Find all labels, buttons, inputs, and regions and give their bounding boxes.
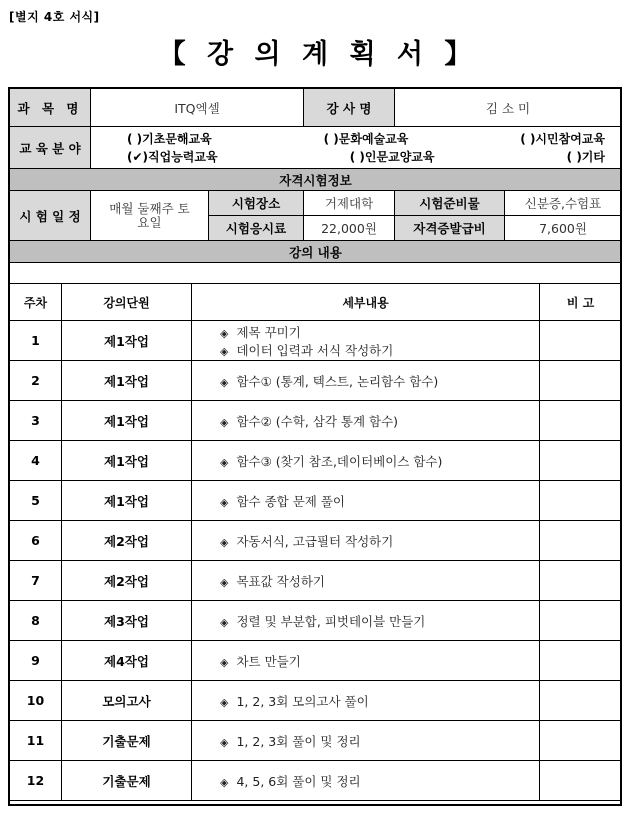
table-row	[10, 721, 622, 761]
detail-line	[220, 612, 539, 630]
exam-date-label: 시 험 일 정	[10, 191, 91, 241]
cert-fee-value: 7,600원	[505, 216, 622, 241]
detail-line	[220, 692, 539, 710]
detail-line	[220, 532, 539, 550]
detail-text: 1, 2, 3회 모의고사 풀이	[236, 693, 369, 709]
lecture-unit: 제1작업	[62, 441, 192, 481]
diamond-bullet-icon: ◈	[220, 695, 229, 709]
table-row	[10, 321, 622, 361]
week-number: 8	[10, 601, 62, 641]
table-row	[10, 761, 622, 801]
detail-line	[220, 341, 539, 359]
category-label: 교 육 분 야	[10, 127, 91, 169]
week-number: 1	[10, 321, 62, 361]
category-option[interactable]: ( )기타	[566, 149, 605, 164]
cert-fee-label: 자격증발급비	[395, 216, 505, 241]
exam-prep-value: 신분증,수험표	[505, 191, 622, 216]
lecture-details	[192, 441, 540, 481]
exam-fee-value: 22,000원	[304, 216, 395, 241]
detail-line	[220, 412, 539, 430]
detail-line	[220, 452, 539, 470]
category-row-2	[91, 148, 621, 166]
lecture-note	[540, 521, 622, 561]
table-row	[10, 521, 622, 561]
detail-text: 함수② (수학, 삼각 통계 함수)	[236, 413, 399, 429]
lecture-details	[192, 641, 540, 681]
lecture-note	[540, 561, 622, 601]
lecture-header: 강의 내용	[10, 241, 622, 263]
week-number: 4	[10, 441, 62, 481]
lecture-note	[540, 321, 622, 361]
lecture-details	[192, 401, 540, 441]
detail-line	[220, 652, 539, 670]
subject-value: ITQ엑셀	[91, 89, 304, 127]
detail-line	[220, 492, 539, 510]
week-number: 6	[10, 521, 62, 561]
lecture-unit: 제2작업	[62, 561, 192, 601]
lecture-details	[192, 761, 540, 801]
lecture-unit: 제1작업	[62, 361, 192, 401]
detail-text: 목표값 작성하기	[236, 573, 325, 589]
diamond-bullet-icon: ◈	[220, 455, 229, 469]
detail-text: 함수 종합 문제 풀이	[236, 493, 345, 509]
lecture-unit: 제1작업	[62, 321, 192, 361]
lecture-unit: 기출문제	[62, 761, 192, 801]
detail-line	[220, 372, 539, 390]
lecture-unit: 기출문제	[62, 721, 192, 761]
week-number: 5	[10, 481, 62, 521]
lecture-note	[540, 361, 622, 401]
column-header-unit: 강의단원	[62, 284, 192, 321]
diamond-bullet-icon: ◈	[220, 344, 229, 358]
detail-text: 제목 꾸미기	[236, 324, 301, 340]
category-option[interactable]: ( )시민참여교육	[520, 131, 605, 146]
category-option[interactable]: (✔)직업능력교육	[127, 149, 218, 164]
info-table	[9, 88, 622, 263]
lecture-details	[192, 521, 540, 561]
subject-label: 과 목 명	[10, 89, 91, 127]
exam-info-header: 자격시험정보	[10, 169, 622, 191]
lecture-details	[192, 681, 540, 721]
table-row	[10, 441, 622, 481]
week-number: 9	[10, 641, 62, 681]
detail-text: 1, 2, 3회 풀이 및 정리	[236, 733, 361, 749]
lecture-unit: 제1작업	[62, 401, 192, 441]
detail-text: 함수① (통계, 텍스트, 논리함수 함수)	[236, 373, 439, 389]
column-header-details: 세부내용	[192, 284, 540, 321]
diamond-bullet-icon: ◈	[220, 495, 229, 509]
lecture-note	[540, 681, 622, 721]
detail-text: 차트 만들기	[236, 653, 301, 669]
table-row	[10, 561, 622, 601]
detail-text: 데이터 입력과 서식 작성하기	[236, 342, 394, 358]
lecture-details	[192, 561, 540, 601]
diamond-bullet-icon: ◈	[220, 415, 229, 429]
table-row	[10, 481, 622, 521]
lecture-details	[192, 481, 540, 521]
detail-line	[220, 732, 539, 750]
exam-place-value: 거제대학	[304, 191, 395, 216]
instructor-value: 김 소 미	[395, 89, 622, 127]
lecture-note	[540, 481, 622, 521]
lecture-note	[540, 401, 622, 441]
diamond-bullet-icon: ◈	[220, 535, 229, 549]
lecture-details	[192, 321, 540, 361]
diamond-bullet-icon: ◈	[220, 575, 229, 589]
diamond-bullet-icon: ◈	[220, 375, 229, 389]
lecture-rows	[10, 321, 622, 801]
exam-place-label: 시험장소	[209, 191, 304, 216]
week-number: 10	[10, 681, 62, 721]
diamond-bullet-icon: ◈	[220, 326, 229, 340]
lecture-unit: 모의고사	[62, 681, 192, 721]
lecture-note	[540, 601, 622, 641]
table-row	[10, 401, 622, 441]
lecture-note	[540, 761, 622, 801]
page-title: 【 강 의 계 획 서 】	[158, 39, 478, 70]
category-options	[91, 127, 622, 169]
lecture-note	[540, 721, 622, 761]
week-number: 2	[10, 361, 62, 401]
lecture-unit: 제3작업	[62, 601, 192, 641]
table-row	[10, 361, 622, 401]
table-row	[10, 681, 622, 721]
category-option[interactable]: ( )기초문해교육	[127, 131, 212, 146]
lecture-details	[192, 721, 540, 761]
table-row	[10, 601, 622, 641]
detail-text: 4, 5, 6회 풀이 및 정리	[236, 773, 361, 789]
diamond-bullet-icon: ◈	[220, 735, 229, 749]
column-header-week: 주차	[10, 284, 62, 321]
lecture-table	[9, 283, 622, 801]
category-row-1	[91, 130, 621, 148]
table-row	[10, 641, 622, 681]
exam-prep-label: 시험준비물	[395, 191, 505, 216]
lecture-unit: 제1작업	[62, 481, 192, 521]
lecture-note	[540, 441, 622, 481]
week-number: 7	[10, 561, 62, 601]
exam-date-value: 매월 둘째주 토요일	[91, 191, 209, 241]
week-number: 12	[10, 761, 62, 801]
lecture-details	[192, 361, 540, 401]
form-label: [별지 4호 서식]	[9, 10, 100, 24]
lecture-unit: 제2작업	[62, 521, 192, 561]
diamond-bullet-icon: ◈	[220, 655, 229, 669]
detail-line	[220, 572, 539, 590]
detail-text: 정렬 및 부분합, 피벗테이블 만들기	[236, 613, 426, 629]
detail-line	[220, 323, 539, 341]
diamond-bullet-icon: ◈	[220, 775, 229, 789]
category-option[interactable]: ( )문화예술교육	[323, 131, 409, 146]
exam-fee-label: 시험응시료	[209, 216, 304, 241]
week-number: 3	[10, 401, 62, 441]
detail-line	[220, 772, 539, 790]
lecture-details	[192, 601, 540, 641]
detail-text: 자동서식, 고급필터 작성하기	[236, 533, 394, 549]
instructor-label: 강 사 명	[304, 89, 395, 127]
lecture-unit: 제4작업	[62, 641, 192, 681]
category-option[interactable]: ( )인문교양교육	[349, 149, 435, 164]
lecture-note	[540, 641, 622, 681]
week-number: 11	[10, 721, 62, 761]
column-header-note: 비 고	[540, 284, 622, 321]
diamond-bullet-icon: ◈	[220, 615, 229, 629]
detail-text: 함수③ (찾기 참조,데이터베이스 함수)	[236, 453, 443, 469]
